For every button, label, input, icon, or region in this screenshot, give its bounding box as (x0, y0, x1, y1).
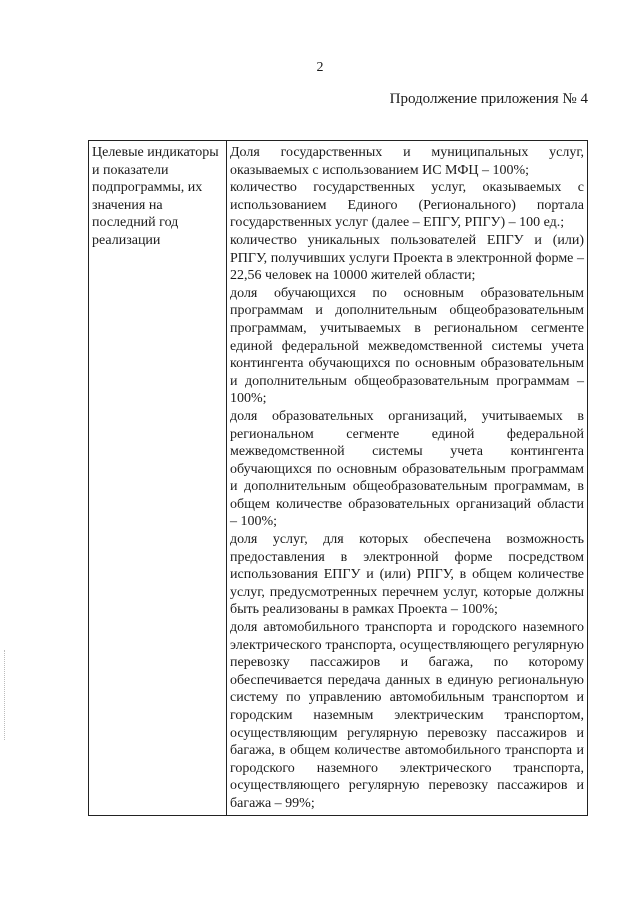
table-row (89, 141, 588, 816)
indicator-item: доля автомобильного транспорта и городского наземного электрического транспорта, осуществляющего регулярную перевозку пассажиров и багажа, по которому обеспечивается передача данных в единую региональную систему по управлению автомобильным транспортом и городским наземным электрическим транспортом, осуществляющим регулярную перевозку пассажиров и багажа, в общем количестве автомобильного транспорта и городского наземного электрического транспорта, осуществляющего регулярную перевозку пассажиров и багажа – 99%; (230, 620, 584, 811)
page-number: 2 (316, 60, 324, 75)
indicators-table (88, 140, 588, 816)
continuation-label: Продолжение приложения № 4 (389, 91, 588, 107)
indicator-item: доля обучающихся по основным образовательным программам и дополнительным общеобразовательным программам, учитываемых в региональном сегменте единой федеральной межведомственной системы учета контингента обучающихся по основным образовательным и дополнительным общеобразовательным программам – 100%; (230, 285, 584, 407)
scan-margin-mark (4, 650, 6, 740)
indicator-item: Доля государственных и муниципальных услуг, оказываемых с использованием ИС МФЦ – 100%; (230, 145, 584, 178)
indicator-item: количество государственных услуг, оказываемых с использованием Единого (Регионального) портала государственных услуг (далее – ЕПГУ, РПГУ) – 100 ед.; (230, 180, 584, 231)
indicator-item: доля услуг, для которых обеспечена возможность предоставления в электронной форме посредством использования ЕПГУ и (или) РПГУ, в общем количестве услуг, предусмотренных перечнем услуг, которые должны быть реализованы в рамках Проекта – 100%; (230, 532, 584, 618)
left-cell-label: Целевые индикаторы и показатели подпрограммы, их значения на последний год реализации (89, 141, 227, 816)
indicator-item: доля образовательных организаций, учитываемых в региональном сегменте единой федеральной межведомственной системы учета контингента обучающихся по основным образовательным программам и дополнительным общеобразовательным программам, в общем количестве образовательных организаций области – 100%; (230, 408, 584, 530)
indicator-item: количество уникальных пользователей ЕПГУ и (или) РПГУ, получивших услуги Проекта в электронной форме – 22,56 человек на 10000 жителей области; (230, 232, 584, 284)
indicators-cell (227, 141, 588, 816)
